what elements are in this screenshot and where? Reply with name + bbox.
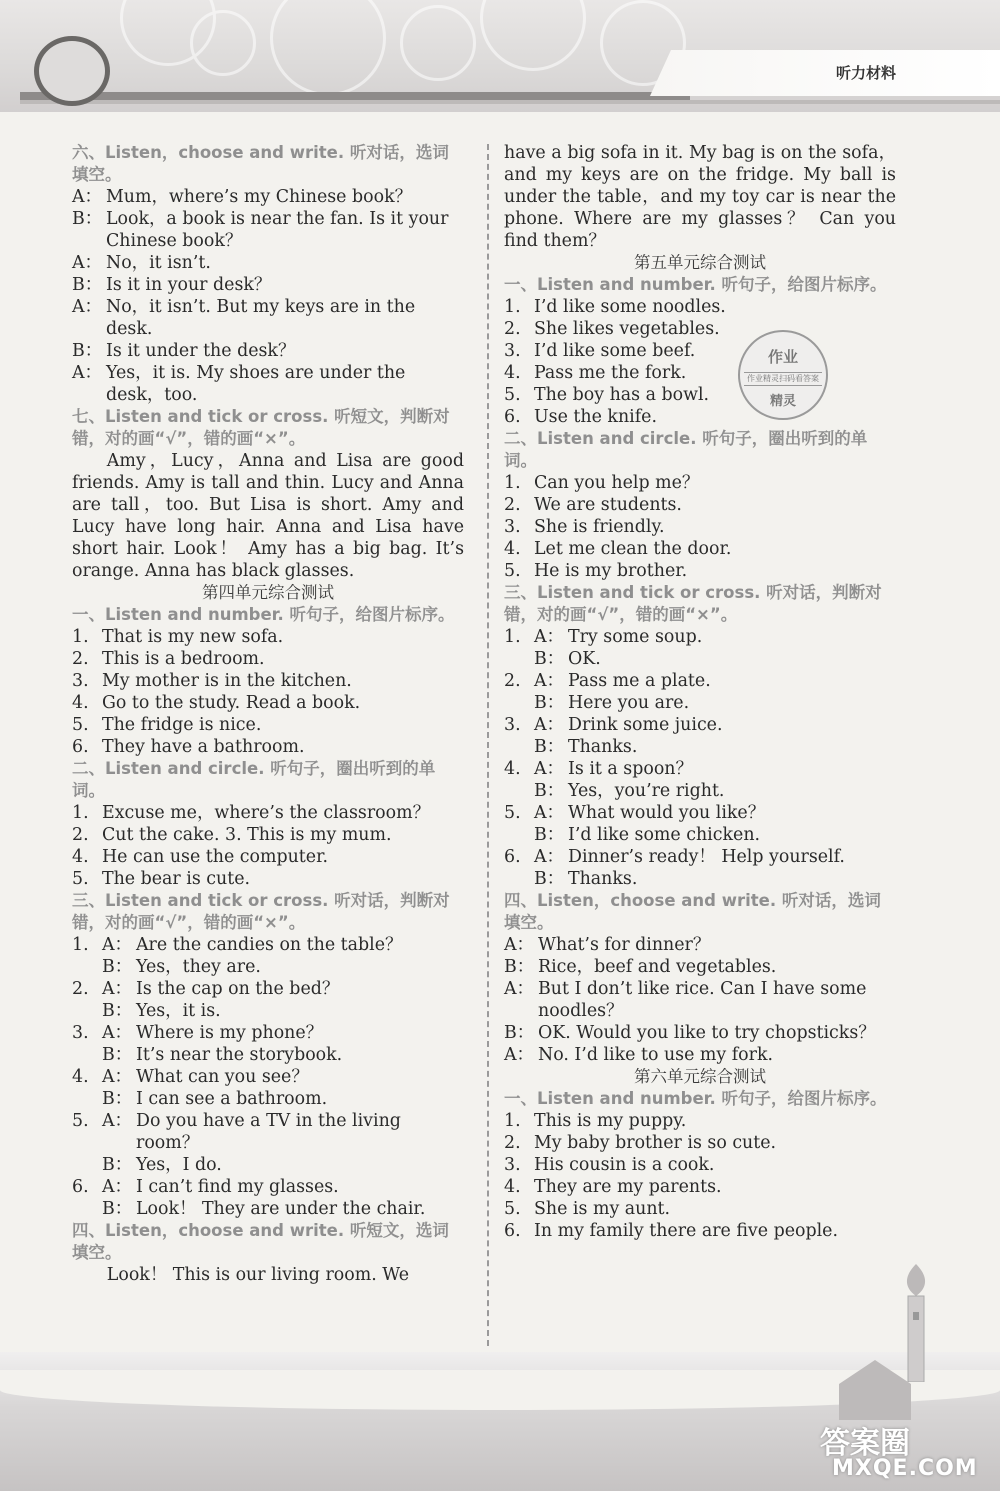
dialogue-reply <box>504 736 896 758</box>
unit-heading: 第六单元综合测试 <box>634 1067 766 1086</box>
item-number: 3. <box>504 1155 521 1175</box>
item-text: Use the knife. <box>534 407 657 427</box>
item-text: We are students. <box>534 495 682 515</box>
dialogue-line <box>72 296 464 340</box>
item-number <box>72 956 102 978</box>
dialogue-reply <box>72 1044 464 1066</box>
speaker-label: A： <box>534 671 564 691</box>
dialogue-item <box>504 714 896 736</box>
speaker-label: A： <box>534 847 564 867</box>
item-number: 5. <box>72 1111 89 1131</box>
item-text: Go to the study. Read a book. <box>102 693 361 713</box>
header-circle-icon <box>34 36 110 106</box>
speaker-label: B： <box>72 209 103 229</box>
list-item <box>504 560 896 582</box>
speaker-label: A： <box>102 979 132 999</box>
speaker-label: B： <box>534 869 565 889</box>
item-number: 2. <box>504 671 521 691</box>
dialogue-line <box>504 934 896 956</box>
line-text: What can you see？ <box>136 1067 309 1087</box>
line-text: Yes，I do. <box>136 1155 222 1175</box>
item-number: 4. <box>504 363 521 383</box>
list-item <box>504 1132 896 1154</box>
section-title: 一、Listen and number. 听句子，给图片标序。 <box>504 1089 887 1108</box>
item-text: She is friendly. <box>534 517 665 537</box>
item-text: He is my brother. <box>534 561 688 581</box>
unit-heading: 第四单元综合测试 <box>202 583 334 602</box>
line-text: Rice，beef and vegetables. <box>538 957 777 977</box>
passage: have a big sofa in it. My bag is on the sofa，and my keys are on the fridge. My ball is under the table，and my toy car is near the phone. Where are my glasses？ Can you find them？ <box>504 143 896 251</box>
section-title: 一、Listen and number. 听句子，给图片标序。 <box>504 275 887 294</box>
speaker-label: A： <box>102 1023 132 1043</box>
speaker-label: A： <box>534 759 564 779</box>
list-item <box>72 648 464 670</box>
dialogue-reply <box>504 868 896 890</box>
speaker-label: A： <box>72 297 102 317</box>
line-text: OK. Would you like to try chopsticks？ <box>538 1023 876 1043</box>
speaker-label: B： <box>534 737 565 757</box>
list-item <box>72 626 464 648</box>
column-divider <box>487 144 489 1346</box>
dialogue-item <box>72 1176 464 1198</box>
list-item <box>504 384 896 406</box>
item-number: 6. <box>72 737 89 757</box>
item-number: 3. <box>504 341 521 361</box>
list-item <box>504 1110 896 1132</box>
item-text: His cousin is a cook. <box>534 1155 715 1175</box>
item-text: He can use the computer. <box>102 847 329 867</box>
item-text: The fridge is nice. <box>102 715 262 735</box>
line-text: It’s near the storybook. <box>136 1045 343 1065</box>
section-title: 六、Listen，choose and write. 听对话，选词填空。 <box>72 143 449 184</box>
line-text: Yes，you’re right. <box>568 781 725 801</box>
section-title: 二、Listen and circle. 听句子，圈出听到的单词。 <box>504 429 868 470</box>
dialogue-line <box>72 362 464 406</box>
item-text: Let me clean the door. <box>534 539 732 559</box>
speaker-label: B： <box>534 649 565 669</box>
section-title: 一、Listen and number. 听句子，给图片标序。 <box>72 605 455 624</box>
dialogue-line <box>504 1022 896 1044</box>
item-text: I’d like some noodles. <box>534 297 726 317</box>
item-text: Pass me the fork. <box>534 363 687 383</box>
item-text: I’d like some beef. <box>534 341 696 361</box>
left-column <box>72 142 464 1286</box>
line-text: Look！ They are under the chair. <box>136 1199 426 1219</box>
passage: Amy，Lucy，Anna and Lisa are good friends. Amy is tall and thin. Lucy and Anna are tall，too. But Lisa is short. Amy and Lucy have long hair. Anna and Lisa have short hair. Look！ Amy has a big bag. It’s orange. Anna has black glasses. <box>72 451 464 581</box>
speaker-label: A： <box>504 1045 534 1065</box>
speaker-label: A： <box>534 715 564 735</box>
watermark-logo: 答案圈 <box>820 1426 910 1461</box>
section-title: 三、Listen and tick or cross. 听对话，判断对错，对的画“√”，错的画“×”。 <box>72 891 450 932</box>
dialogue-reply <box>504 824 896 846</box>
numbered-list <box>504 472 896 582</box>
list-item <box>72 802 464 824</box>
line-text: Is it in your desk？ <box>106 275 272 295</box>
item-number: 4. <box>72 1067 89 1087</box>
speaker-label: A： <box>534 803 564 823</box>
speaker-label: B： <box>72 341 103 361</box>
list-item <box>504 1154 896 1176</box>
item-number: 5. <box>504 385 521 405</box>
speaker-label: A： <box>504 979 534 999</box>
dialogue-item <box>504 758 896 780</box>
dialogue-item <box>504 802 896 824</box>
item-number <box>72 1088 102 1110</box>
item-number: 1. <box>72 803 89 823</box>
section-title: 三、Listen and tick or cross. 听对话，判断对错，对的画“√”，错的画“×”。 <box>504 583 882 624</box>
dialogue-item <box>72 1066 464 1088</box>
line-text: Where is my phone？ <box>136 1023 324 1043</box>
line-text: Are the candies on the table？ <box>136 935 403 955</box>
passage: Look！ This is our living room. We <box>106 1265 410 1285</box>
item-number: 5. <box>504 1199 521 1219</box>
speaker-label: B： <box>534 693 565 713</box>
item-number: 1. <box>504 297 521 317</box>
speaker-label: A： <box>72 253 102 273</box>
item-number <box>72 1044 102 1066</box>
dialogue-reply <box>504 692 896 714</box>
list-item <box>72 736 464 758</box>
item-number <box>72 1000 102 1022</box>
item-number: 2. <box>504 495 521 515</box>
speaker-label: A： <box>72 363 102 383</box>
item-number: 6. <box>72 1177 89 1197</box>
item-number: 3. <box>72 1023 89 1043</box>
list-item <box>72 868 464 890</box>
dialogue <box>72 186 464 406</box>
item-number: 6. <box>504 847 521 867</box>
speaker-label: B： <box>102 1199 133 1219</box>
unit-heading: 第五单元综合测试 <box>634 253 766 272</box>
item-text: In my family there are five people. <box>534 1221 838 1241</box>
line-text: But I don’t like rice. Can I have some noodles？ <box>538 979 867 1021</box>
item-text: My baby brother is so cute. <box>534 1133 777 1153</box>
line-text: Here you are. <box>568 693 690 713</box>
list-item <box>504 1198 896 1220</box>
dialogue <box>504 934 896 1066</box>
dialogue-line <box>72 208 464 252</box>
header-band <box>20 92 690 100</box>
numbered-list <box>72 802 464 890</box>
dialogue-reply <box>72 956 464 978</box>
header-band-light <box>20 100 1000 104</box>
item-number: 6. <box>504 1221 521 1241</box>
item-number: 5. <box>72 869 89 889</box>
section-title: 四、Listen，choose and write. 听短文，选词填空。 <box>72 1221 449 1262</box>
item-number <box>504 824 534 846</box>
item-text: She is my aunt. <box>534 1199 671 1219</box>
item-text: Cut the cake. 3. This is my mum. <box>102 825 392 845</box>
item-text: They are my parents. <box>534 1177 722 1197</box>
item-number: 5. <box>504 561 521 581</box>
speaker-label: B： <box>102 1155 133 1175</box>
header-decoration <box>100 0 740 100</box>
dialogue-line <box>72 340 464 362</box>
item-number: 2. <box>72 649 89 669</box>
stamp-bottom-text: 精灵 <box>769 394 796 409</box>
dialogue-list <box>72 934 464 1220</box>
item-number: 1. <box>504 627 521 647</box>
line-text: Pass me a plate. <box>568 671 711 691</box>
line-text: Look，a book is near the fan. Is it your Chinese book？ <box>106 209 449 251</box>
line-text: Yes，it is. My shoes are under the desk，too. <box>106 363 406 405</box>
line-text: I can see a bathroom. <box>136 1089 328 1109</box>
item-number: 4. <box>72 693 89 713</box>
speaker-label: A： <box>72 187 102 207</box>
item-number: 3. <box>72 671 89 691</box>
numbered-list <box>504 1110 896 1242</box>
line-text: Dinner’s ready！ Help yourself. <box>568 847 845 867</box>
speaker-label: B： <box>102 1045 133 1065</box>
item-number: 2. <box>72 825 89 845</box>
speaker-label: A： <box>102 935 132 955</box>
line-text: What’s for dinner？ <box>538 935 711 955</box>
item-number: 1. <box>504 1111 521 1131</box>
item-text: The bear is cute. <box>102 869 251 889</box>
item-text: This is a bedroom. <box>102 649 265 669</box>
tower-icon <box>896 1262 936 1382</box>
dialogue-reply <box>504 780 896 802</box>
item-number <box>504 648 534 670</box>
numbered-list <box>504 296 896 428</box>
line-text: I’d like some chicken. <box>568 825 761 845</box>
item-number <box>504 736 534 758</box>
item-number: 1. <box>72 627 89 647</box>
speaker-label: B： <box>102 1001 133 1021</box>
item-number <box>504 692 534 714</box>
item-number <box>72 1198 102 1220</box>
page-header <box>0 0 1000 112</box>
line-text: Yes，they are. <box>136 957 261 977</box>
watermark-url: MXQE.COM <box>832 1456 978 1481</box>
dialogue-item <box>72 934 464 956</box>
speaker-label: A： <box>504 935 534 955</box>
item-text: Can you help me？ <box>534 473 700 493</box>
speaker-label: B： <box>504 957 535 977</box>
dialogue-reply <box>72 1000 464 1022</box>
line-text: No. I’d like to use my fork. <box>538 1045 774 1065</box>
item-number: 3. <box>504 517 521 537</box>
line-text: No，it isn’t. <box>106 253 211 273</box>
speaker-label: A： <box>534 627 564 647</box>
list-item <box>72 846 464 868</box>
list-item <box>504 340 896 362</box>
item-text: This is my puppy. <box>534 1111 687 1131</box>
stamp-top-text: 作业 <box>767 348 798 366</box>
item-text: Excuse me，where’s the classroom？ <box>102 803 430 823</box>
item-number: 1. <box>504 473 521 493</box>
item-number <box>72 1154 102 1176</box>
item-text: That is my new sofa. <box>102 627 284 647</box>
item-number: 2. <box>72 979 89 999</box>
list-item <box>72 670 464 692</box>
list-item <box>504 1220 896 1242</box>
speaker-label: B： <box>534 781 565 801</box>
dialogue-line <box>504 1044 896 1066</box>
dialogue-line <box>72 186 464 208</box>
dialogue-item <box>504 846 896 868</box>
speaker-label: B： <box>102 957 133 977</box>
stamp-logo <box>738 330 828 420</box>
line-text: Thanks. <box>568 869 638 889</box>
line-text: Do you have a TV in the living room？ <box>136 1111 401 1153</box>
list-item <box>72 714 464 736</box>
item-number: 2. <box>504 319 521 339</box>
line-text: Is it under the desk？ <box>106 341 296 361</box>
dialogue-item <box>504 670 896 692</box>
stamp-middle-text: 作业精灵扫码看答案 <box>744 372 822 386</box>
dialogue-reply <box>72 1154 464 1176</box>
right-column <box>504 142 896 1242</box>
dialogue-item <box>72 1022 464 1044</box>
item-text: They have a bathroom. <box>102 737 305 757</box>
item-number: 4. <box>504 1177 521 1197</box>
page-title: 听力材料 <box>835 64 896 82</box>
section-title: 七、Listen and tick or cross. 听短文，判断对错，对的画“√”，错的画“×”。 <box>72 407 450 448</box>
dialogue-item <box>504 626 896 648</box>
line-text: Mum，where’s my Chinese book？ <box>106 187 413 207</box>
header-tab <box>650 50 1000 96</box>
dialogue-item <box>72 978 464 1000</box>
line-text: Is it a spoon？ <box>568 759 693 779</box>
line-text: Try some soup. <box>568 627 703 647</box>
list-item <box>504 538 896 560</box>
item-number: 4. <box>504 539 521 559</box>
item-text: She likes vegetables. <box>534 319 720 339</box>
line-text: Thanks. <box>568 737 638 757</box>
dialogue-line <box>72 274 464 296</box>
list-item <box>504 318 896 340</box>
dialogue-list <box>504 626 896 890</box>
line-text: OK. <box>568 649 601 669</box>
line-text: I can’t find my glasses. <box>136 1177 339 1197</box>
line-text: No，it isn’t. But my keys are in the desk. <box>106 297 416 339</box>
item-number: 6. <box>504 407 521 427</box>
item-text: The boy has a bowl. <box>534 385 710 405</box>
speaker-label: B： <box>72 275 103 295</box>
line-text: Yes，it is. <box>136 1001 221 1021</box>
list-item <box>72 824 464 846</box>
speaker-label: B： <box>504 1023 535 1043</box>
line-text: What would you like？ <box>568 803 766 823</box>
item-number: 4. <box>72 847 89 867</box>
section-title: 二、Listen and circle. 听句子，圈出听到的单词。 <box>72 759 436 800</box>
dialogue-line <box>72 252 464 274</box>
item-number: 3. <box>504 715 521 735</box>
dialogue-reply <box>504 648 896 670</box>
list-item <box>504 494 896 516</box>
speaker-label: A： <box>102 1067 132 1087</box>
item-number: 2. <box>504 1133 521 1153</box>
numbered-list <box>72 626 464 758</box>
list-item <box>504 362 896 384</box>
list-item <box>72 692 464 714</box>
item-text: My mother is in the kitchen. <box>102 671 352 691</box>
line-text: Is the cap on the bed？ <box>136 979 340 999</box>
speaker-label: A： <box>102 1111 132 1131</box>
list-item <box>504 516 896 538</box>
item-number: 4. <box>504 759 521 779</box>
speaker-label: A： <box>102 1177 132 1197</box>
item-number: 5. <box>504 803 521 823</box>
item-number <box>504 780 534 802</box>
list-item <box>504 472 896 494</box>
speaker-label: B： <box>534 825 565 845</box>
line-text: Drink some juice. <box>568 715 723 735</box>
item-number: 5. <box>72 715 89 735</box>
dialogue-reply <box>72 1198 464 1220</box>
list-item <box>504 296 896 318</box>
item-number: 1. <box>72 935 89 955</box>
speaker-label: B： <box>102 1089 133 1109</box>
list-item <box>504 1176 896 1198</box>
dialogue-reply <box>72 1088 464 1110</box>
item-number <box>504 868 534 890</box>
section-title: 四、Listen，choose and write. 听对话，选词填空。 <box>504 891 881 932</box>
dialogue-line <box>504 978 896 1022</box>
dialogue-line <box>504 956 896 978</box>
dialogue-item <box>72 1110 464 1154</box>
list-item <box>504 406 896 428</box>
